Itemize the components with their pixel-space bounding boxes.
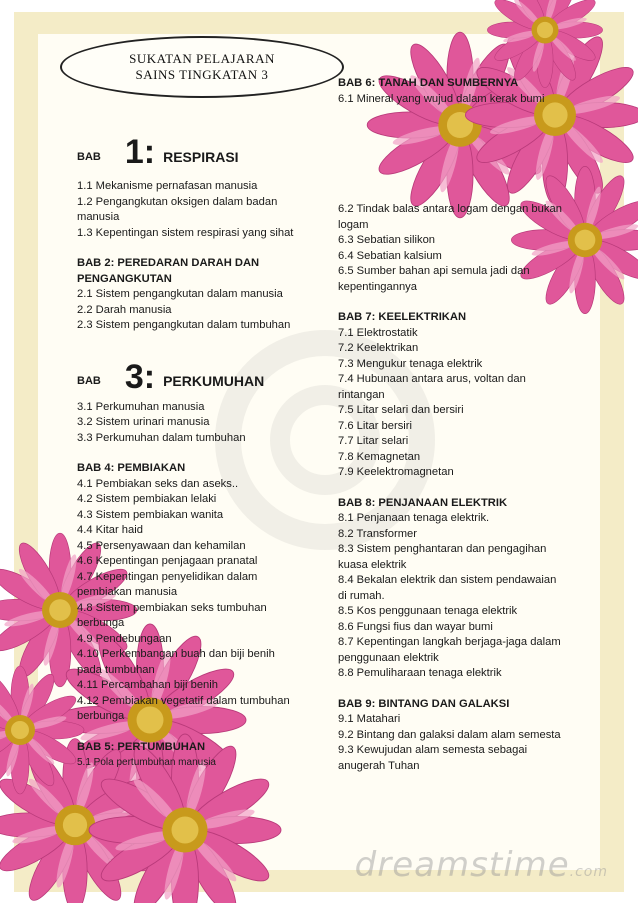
list-item: 4.1 Pembiakan seks dan aseks..	[77, 477, 239, 490]
list-item: 4.3 Sistem pembiakan wanita	[77, 508, 224, 521]
list-item: 7.7 Litar selari	[338, 435, 409, 447]
bab8-heading: BAB 8: PENJANAAN ELEKTRIK	[338, 496, 508, 509]
watermark-suffix: .com	[569, 864, 608, 880]
list-item: 4.9 Pendebungaan	[77, 632, 172, 645]
title-badge	[60, 36, 344, 98]
watermark-text: dreamstime	[354, 845, 570, 885]
list-item: 3.2 Sistem urinari manusia	[77, 416, 210, 428]
list-item: 6.5 Sumber bahan api semula jadi dan kepentingannya	[338, 265, 530, 293]
list-item: 4.7 Kepentingan penyelidikan dalam pembiakan manusia	[77, 570, 258, 598]
list-item: 1.2 Pengangkutan oksigen dalam badan manusia	[77, 195, 278, 223]
bab1-number: 1:	[124, 133, 156, 171]
bab3-title: PERKUMUHAN	[163, 373, 265, 389]
list-item: 7.4 Hubunaan antara arus, voltan dan rintangan	[338, 373, 526, 401]
bab9-heading: BAB 9: BINTANG DAN GALAKSI	[338, 697, 510, 710]
list-item: 7.6 Litar bersiri	[338, 419, 412, 432]
list-item: 7.3 Mengukur tenaga elektrik	[338, 357, 483, 370]
list-item: 7.1 Elektrostatik	[338, 326, 418, 339]
list-item: 9.2 Bintang dan galaksi dalam alam semesta	[338, 728, 561, 741]
bab2-heading: BAB 2: PEREDARAN DARAH DAN PENGANGKUTAN	[77, 257, 260, 285]
right-column	[338, 76, 568, 774]
list-item: 8.4 Bekalan elektrik dan sistem pendawaian di rumah.	[338, 574, 557, 602]
list-item: 2.3 Sistem pengangkutan dalam tumbuhan	[77, 319, 291, 331]
bab5-heading: BAB 5: PERTUMBUHAN	[77, 740, 206, 753]
list-item: 6.3 Sebatian silikon	[338, 234, 436, 246]
list-item: 1.1 Mekanisme pernafasan manusia	[77, 180, 258, 192]
list-item: 4.11 Percambahan biji benih	[77, 679, 218, 691]
list-item: 7.8 Kemagnetan	[338, 450, 421, 463]
bab6-heading: BAB 6: TANAH DAN SUMBERNYA	[338, 77, 519, 89]
bab3-heading	[77, 357, 302, 396]
dreamstime-watermark	[355, 845, 608, 885]
list-item: 3.3 Perkumuhan dalam tumbuhan	[77, 431, 246, 444]
bab1-heading	[77, 135, 302, 169]
list-item: 4.2 Sistem pembiakan lelaki	[77, 493, 217, 505]
bab4-heading: BAB 4: PEMBIAKAN	[77, 462, 186, 474]
list-item: 7.9 Keelektromagnetan	[338, 466, 454, 478]
bab1-label: BAB	[77, 150, 101, 163]
list-item: 6.4 Sebatian kalsium	[338, 249, 442, 262]
list-item: 8.7 Kepentingan langkah berjaga-jaga dalam penggunaan elektrik	[338, 636, 561, 664]
bab3-number: 3:	[124, 357, 156, 396]
list-item: 4.10 Perkembangan buah dan biji benih pada tumbuhan	[77, 648, 275, 676]
list-item: 8.3 Sistem penghantaran dan pengagihan kuasa elektrik	[338, 543, 547, 571]
bab3-label: BAB	[77, 375, 101, 387]
list-item: 8.2 Transformer	[338, 527, 417, 540]
list-item: 6.2 Tindak balas antara logam dengan bukan logam	[338, 203, 562, 231]
left-column	[77, 135, 302, 771]
list-item: 4.5 Persenyawaan dan kehamilan	[77, 539, 246, 552]
list-item: 4.12 Pembiakan vegetatif dalam tumbuhan berbunga	[77, 694, 290, 722]
list-item: 2.2 Darah manusia	[77, 303, 172, 316]
list-item: 4.6 Kepentingan penjagaan pranatal	[77, 555, 258, 567]
list-item: 8.8 Pemuliharaan tenaga elektrik	[338, 667, 502, 679]
title-line-2: SAINS TINGKATAN 3	[135, 67, 269, 82]
list-item: 8.5 Kos penggunaan tenaga elektrik	[338, 605, 518, 617]
list-item: 9.1 Matahari	[338, 713, 401, 725]
list-item: 2.1 Sistem pengangkutan dalam manusia	[77, 288, 283, 300]
list-item: 6.1 Mineral yang wujud dalam kerak bumi	[338, 92, 545, 105]
list-item: 4.8 Sistem pembiakan seks tumbuhan berbunga	[77, 601, 267, 629]
list-item: 7.5 Litar selari dan bersiri	[338, 404, 464, 416]
list-item: 9.3 Kewujudan alam semesta sebagai anugerah Tuhan	[338, 744, 528, 772]
list-item: 8.6 Fungsi fius dan wayar bumi	[338, 620, 493, 633]
title-line-1: SUKATAN PELAJARAN	[129, 51, 275, 66]
list-item: 5.1 Pola pertumbuhan manusia	[77, 757, 216, 768]
list-item: 7.2 Keelektrikan	[338, 342, 419, 354]
list-item: 1.3 Kepentingan sistem respirasi yang sihat	[77, 226, 294, 239]
bab7-heading: BAB 7: KEELEKTRIKAN	[338, 311, 467, 323]
list-item: 4.4 Kitar haid	[77, 524, 143, 536]
bab1-title: RESPIRASI	[163, 148, 239, 165]
list-item: 8.1 Penjanaan tenaga elektrik.	[338, 512, 490, 524]
list-item: 3.1 Perkumuhan manusia	[77, 400, 205, 413]
